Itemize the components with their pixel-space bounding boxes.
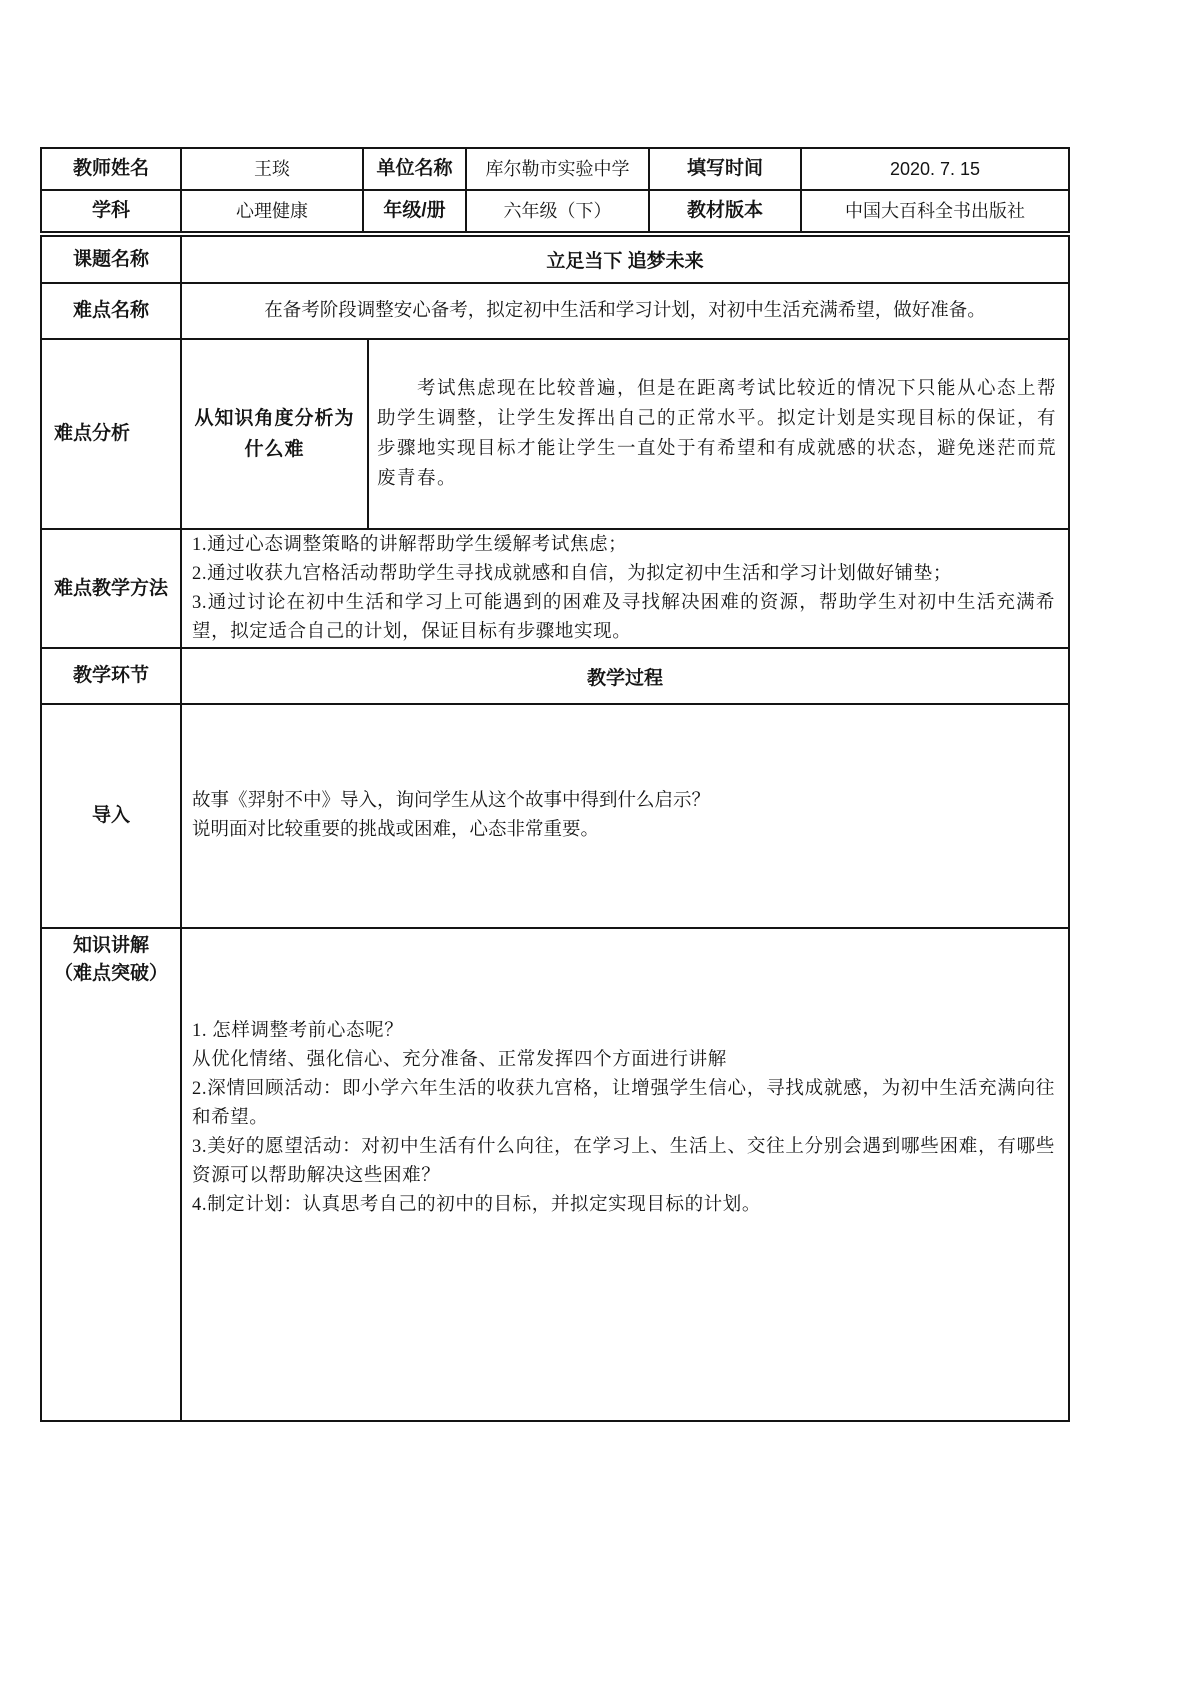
knowledge-label-cell [41,928,181,1421]
knowledge-item-3: 3.美好的愿望活动：对初中生活有什么向往，在学习上、生活上、交往上分别会遇到哪些困难，有哪些资源可以帮助解决这些困难？ [192,1137,1055,1186]
info-table [40,147,1070,233]
knowledge-item-4: 4.制定计划：认真思考自己的初中的目标，并拟定实现目标的计划。 [192,1195,761,1215]
subject-value: 心理健康 [181,190,363,232]
lesson-table [40,235,1070,1422]
topic-row [41,236,1069,283]
analysis-text: 考试焦虑现在比较普遍，但是在距离考试比较近的情况下只能从心态上帮助学生调整，让学生发挥出自己的正常水平。拟定计划是实现目标的保证，有步骤地实现目标才能让学生一直处于有希望和有成就感的状态，避免迷茫而荒废青春。 [377,379,1058,489]
knowledge-cell [181,928,1069,1421]
grade-label: 年级/册 [363,190,466,232]
analysis-label: 难点分析 [41,339,181,529]
knowledge-row [41,928,1069,1421]
fill-date-label: 填写时间 [649,148,801,190]
knowledge-sublabel: （难点突破） [53,963,168,984]
method-item-3: 3.通过讨论在初中生活和学习上可能遇到的困难及寻找解决困难的资源，帮助学生对初中生活充满希望，拟定适合自己的计划，保证目标有步骤地实现。 [192,592,1055,642]
difficulty-text: 在备考阶段调整安心备考，拟定初中生活和学习计划，对初中生活充满希望，做好准备。 [181,283,1069,339]
method-item-1: 1.通过心态调整策略的讲解帮助学生缓解考试焦虑； [192,534,628,555]
process-header-row [41,648,1069,704]
intro-row [41,704,1069,928]
textbook-edition-label: 教材版本 [649,190,801,232]
knowledge-item-1: 1. 怎样调整考前心态呢？ [192,1021,404,1041]
teacher-name-value: 王琰 [181,148,363,190]
methods-cell [181,529,1069,648]
intro-label: 导入 [41,704,181,928]
teaching-stage-label: 教学环节 [41,648,181,704]
difficulty-row [41,283,1069,339]
grade-value: 六年级（下） [466,190,649,232]
knowledge-item-2: 2.深情回顾活动：即小学六年生活的收获九宫格，让增强学生信心，寻找成就感，为初中生活充满向往和希望。 [192,1079,1055,1128]
info-row-1 [41,148,1069,190]
difficulty-label: 难点名称 [41,283,181,339]
teaching-process-label: 教学过程 [181,648,1069,704]
school-name-value: 库尔勒市实验中学 [466,148,649,190]
topic-title: 立足当下 追梦未来 [181,236,1069,283]
intro-cell [181,704,1069,928]
methods-label: 难点教学方法 [41,529,181,648]
analysis-aspect: 从知识角度分析为什么难 [181,339,368,529]
analysis-row [41,339,1069,529]
methods-row [41,529,1069,648]
school-name-label: 单位名称 [363,148,466,190]
analysis-cell [368,339,1069,529]
knowledge-item-1-detail: 从优化情绪、强化信心、充分准备、正常发挥四个方面进行讲解 [192,1050,727,1070]
textbook-edition-value: 中国大百科全书出版社 [801,190,1069,232]
intro-line-1: 故事《羿射不中》导入，询问学生从这个故事中得到什么启示？ [192,791,711,811]
knowledge-label: 知识讲解 [72,935,149,956]
fill-date-value: 2020. 7. 15 [801,148,1069,190]
teacher-name-label: 教师姓名 [41,148,181,190]
subject-label: 学科 [41,190,181,232]
intro-line-2: 说明面对比较重要的挑战或困难，心态非常重要。 [192,820,600,840]
method-item-2: 2.通过收获九宫格活动帮助学生寻找成就感和自信，为拟定初中生活和学习计划做好铺垫； [192,563,952,584]
topic-label: 课题名称 [41,236,181,283]
info-row-2 [41,190,1069,232]
